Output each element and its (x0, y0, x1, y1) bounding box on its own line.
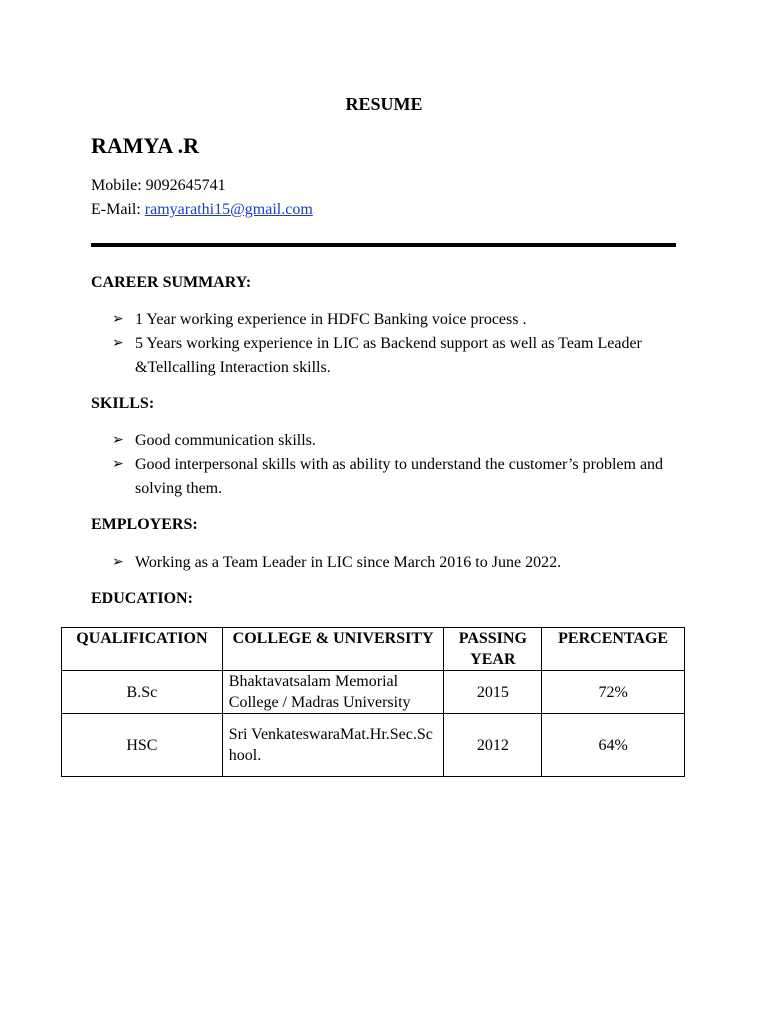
column-header-qualification: QUALIFICATION (62, 628, 223, 671)
education-table-header-row (62, 628, 685, 671)
career-item (112, 332, 672, 380)
email-line (91, 201, 313, 219)
qualification-cell: HSC (62, 714, 223, 777)
skills-heading: SKILLS: (91, 395, 155, 412)
employer-item-text: Working as a Team Leader in LIC since March 2016 to June 2022. (135, 554, 562, 571)
column-header-college: COLLEGE & UNIVERSITY (222, 628, 444, 671)
college-cell: Bhaktavatsalam Memorial College / Madras University (222, 671, 444, 714)
skill-item (112, 429, 672, 453)
table-row (62, 714, 685, 777)
document-title: RESUME (345, 94, 423, 114)
arrow-bullet-icon: ➢ (112, 336, 124, 351)
header-divider (91, 243, 676, 247)
skill-item-text: Good communication skills. (135, 432, 316, 449)
year-cell: 2015 (444, 671, 542, 714)
career-item-text: 5 Years working experience in LIC as Backend support as well as Team Leader &Tellcalling Interaction skills. (135, 335, 642, 376)
qualification-cell: B.Sc (62, 671, 223, 714)
skill-item-text: Good interpersonal skills with as ability to understand the customer’s problem and solving them. (135, 456, 664, 497)
education-heading: EDUCATION: (91, 590, 193, 607)
mobile-number: 9092645741 (145, 177, 226, 194)
email-link[interactable]: ramyarathi15@gmail.com (144, 201, 313, 218)
percentage-cell: 64% (542, 714, 685, 777)
arrow-bullet-icon: ➢ (112, 312, 124, 327)
column-header-passing-year: PASSING YEAR (444, 628, 542, 671)
mobile-line (91, 177, 226, 195)
year-cell: 2012 (444, 714, 542, 777)
employer-item (112, 551, 672, 575)
career-item-text: 1 Year working experience in HDFC Banking voice process . (135, 311, 527, 328)
arrow-bullet-icon: ➢ (112, 457, 124, 472)
percentage-cell: 72% (542, 671, 685, 714)
candidate-name: RAMYA .R (91, 133, 199, 158)
table-row (62, 671, 685, 714)
college-cell: Sri VenkateswaraMat.Hr.Sec.School. (222, 714, 444, 777)
email-label: E-Mail: (91, 201, 141, 218)
employers-heading: EMPLOYERS: (91, 516, 198, 533)
column-header-percentage: PERCENTAGE (542, 628, 685, 671)
career-summary-heading: CAREER SUMMARY: (91, 274, 252, 291)
skill-item (112, 453, 672, 501)
mobile-label: Mobile: (91, 177, 142, 194)
arrow-bullet-icon: ➢ (112, 433, 124, 448)
arrow-bullet-icon: ➢ (112, 555, 124, 570)
education-table (61, 627, 685, 777)
career-item (112, 308, 672, 332)
